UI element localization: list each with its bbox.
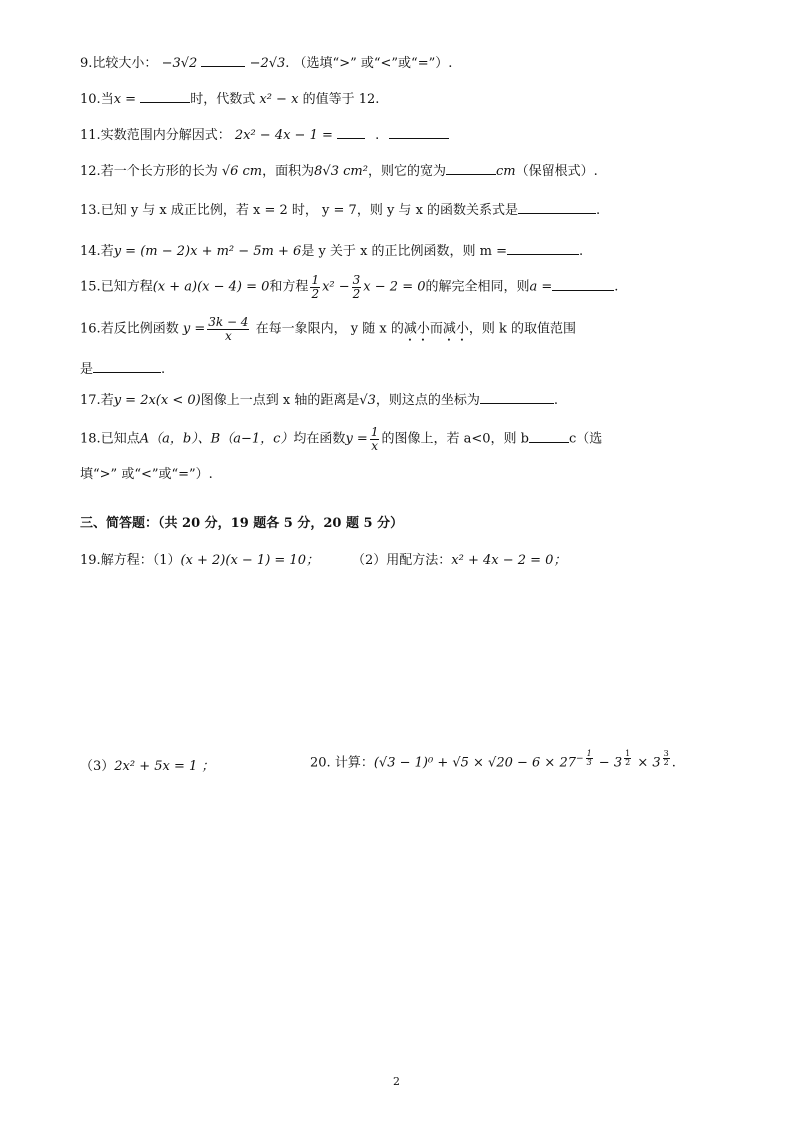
question-18-cont <box>80 463 213 482</box>
q16-emphasis-2: 减小 <box>442 321 469 337</box>
q16-text-3: y 随 x 的 <box>350 321 404 337</box>
q16-text-6: 是 <box>80 362 94 377</box>
q16-text-1: 若反比例函数 <box>100 321 179 337</box>
q9-lead: 比较大小： <box>92 56 158 71</box>
q15-var: a = <box>529 279 553 295</box>
q12-answer-blank[interactable] <box>446 162 496 175</box>
q10-tail: 的值等于 12. <box>302 92 380 107</box>
q20-mid: − 3 <box>594 755 623 771</box>
question-13 <box>80 199 600 218</box>
question-15 <box>80 274 618 300</box>
q15-mid: x² − <box>322 279 350 295</box>
question-19 <box>80 549 319 568</box>
q16-fraction: $\frac{3k - 4}{x}$ <box>208 315 249 343</box>
q12-text-2: ，面积为 <box>262 164 315 179</box>
q12-text-1: 若一个长方形的长为 <box>100 164 218 179</box>
q16-number: 16. <box>80 321 101 337</box>
q20-lead: 计算： <box>334 755 374 771</box>
q15-fraction-2: $\frac{3}{2}$ <box>352 273 361 301</box>
q11-expression: 2x² − 4x − 1 = <box>234 128 333 143</box>
question-12 <box>80 160 598 179</box>
q13-answer-blank[interactable] <box>518 201 596 214</box>
q12-area: 8√3 cm² <box>314 164 368 179</box>
q13-number: 13. <box>80 203 101 218</box>
q15-fraction-1: $\frac{1}{2}$ <box>311 273 320 301</box>
page-number: 2 <box>393 1075 400 1088</box>
q14-text-2: 是 y 关于 x 的正比例函数，则 m = <box>301 244 508 259</box>
q15-text-2: 和方程 <box>269 279 309 295</box>
q11-answer-blank-1[interactable] <box>337 126 365 139</box>
q18-answer-blank[interactable] <box>529 430 569 443</box>
q18-text-1: 已知点 <box>100 431 140 447</box>
q17-answer-blank[interactable] <box>480 391 554 404</box>
q18-number: 18. <box>80 431 101 447</box>
q16-end: . <box>161 362 166 377</box>
q13-text: 已知 y 与 x 成正比例，若 x = 2 时， y = 7，则 y 与 x 的函数关系式是 <box>100 203 519 218</box>
q18-fraction: $\frac{1}{x}$ <box>370 425 379 453</box>
q11-number: 11. <box>80 128 101 143</box>
q18-text-3: 的图像上，若 a<0，则 b <box>381 431 529 447</box>
q10-var: x <box>113 92 122 107</box>
q14-end: . <box>579 244 584 259</box>
q14-expression: y = (m − 2)x + m² − 5m + 6 <box>113 244 302 259</box>
question-19-part-3 <box>80 755 214 774</box>
q13-end: . <box>596 203 601 218</box>
question-14 <box>80 240 583 259</box>
question-20 <box>310 750 676 771</box>
q12-tail: （保留根式）. <box>515 164 598 179</box>
q15-number: 15. <box>80 279 101 295</box>
q17-number: 17. <box>80 393 101 408</box>
q17-text-3: ，则这点的坐标为 <box>375 393 480 408</box>
question-16-cont <box>80 358 165 377</box>
q20-end: . <box>671 755 676 771</box>
q18-text-2: 均在函数 <box>293 431 346 447</box>
question-10 <box>80 88 379 107</box>
q17-text-2: 图像上一点到 x 轴的距离是 <box>200 393 360 408</box>
q9-number: 9. <box>80 56 93 71</box>
q16-emphasis-1: 减小 <box>403 321 430 337</box>
q19-lead: 解方程：（1） <box>100 553 181 568</box>
q18-text-5: 填“>” 或“<”或“=”）. <box>80 467 213 482</box>
q20-exponent-3: 3 2 <box>663 749 669 768</box>
q9-right-value: −2√3 <box>249 56 286 71</box>
q12-text-3: ，则它的宽为 <box>367 164 446 179</box>
question-11: 11.实数范围内分解因式： 2x² − 4x − 1 = . <box>80 124 449 143</box>
q11-answer-blank-2[interactable] <box>389 126 449 139</box>
question-17 <box>80 389 558 408</box>
q15-rest: x − 2 = 0 <box>363 279 426 295</box>
q18-points: A（a，b）、B（a−1，c） <box>139 431 294 447</box>
q19-text-3: （3） <box>80 759 115 774</box>
q20-exponent-2: 1 2 <box>625 749 631 768</box>
q19-number: 19. <box>80 553 101 568</box>
q15-end: . <box>614 279 619 295</box>
q19-equation-2: x² + 4x − 2 = 0； <box>451 553 567 568</box>
q12-length: √6 cm <box>221 164 263 179</box>
q10-answer-blank[interactable] <box>140 90 190 103</box>
q16-text-5: ，则 k 的取值范围 <box>468 321 577 337</box>
q17-text-1: 若 <box>100 393 114 408</box>
q16-text-2: 在每一象限内， <box>255 321 347 337</box>
q20-exponent-1: − 1 3 <box>576 749 592 768</box>
q10-eq: = <box>121 92 141 107</box>
q11-lead: 实数范围内分解因式： <box>100 128 231 143</box>
q19-text-2: （2）用配方法： <box>352 553 452 568</box>
question-18 <box>80 426 602 452</box>
q19-equation-1: (x + 2)(x − 1) = 10； <box>180 553 319 568</box>
question-16 <box>80 316 576 345</box>
q14-text-1: 若 <box>100 244 114 259</box>
q16-text-4: 而 <box>429 321 443 337</box>
q17-expression: y = 2x(x < 0) <box>113 393 201 408</box>
q18-lhs: y = <box>345 431 368 447</box>
q20-times: × 3 <box>633 755 661 771</box>
q10-expression: x² − x <box>259 92 299 107</box>
q9-tail: （选填“>” 或“<”或“=”）. <box>293 56 453 71</box>
q10-mid: 时，代数式 <box>190 92 256 107</box>
q15-equation-1: (x + a)(x − 4) = 0 <box>152 279 270 295</box>
question-19-part-2 <box>352 549 566 568</box>
q15-answer-blank[interactable] <box>552 278 614 291</box>
q10-number: 10. <box>80 92 101 107</box>
q9-left-value: −3√2 <box>161 56 198 71</box>
q16-answer-blank[interactable] <box>93 360 161 373</box>
q12-unit: cm <box>495 164 516 179</box>
q20-expression: (√3 − 1)⁰ + √5 × √20 − 6 × 27 <box>373 755 577 771</box>
q10-lead: 当 <box>100 92 114 107</box>
q9-answer-blank[interactable] <box>201 54 245 67</box>
q15-text-1: 已知方程 <box>100 279 153 295</box>
q18-text-4: c（选 <box>568 431 603 447</box>
q19-equation-3: 2x² + 5x = 1 ； <box>114 759 215 774</box>
q16-lhs: y = <box>182 321 206 337</box>
q12-number: 12. <box>80 164 101 179</box>
q17-end: . <box>553 393 559 408</box>
q14-answer-blank[interactable] <box>507 242 579 255</box>
q20-number: 20. <box>310 755 331 771</box>
q15-text-3: 的解完全相同，则 <box>425 279 530 295</box>
q14-number: 14. <box>80 244 101 259</box>
section-3-heading: 三、简答题：（共 20 分，19 题各 5 分，20 题 5 分） <box>80 516 404 531</box>
question-9: 9.比较大小： −3√2 −2√3. （选填“>” 或“<”或“=”）. <box>80 56 453 71</box>
q17-root: √3 <box>359 393 376 408</box>
